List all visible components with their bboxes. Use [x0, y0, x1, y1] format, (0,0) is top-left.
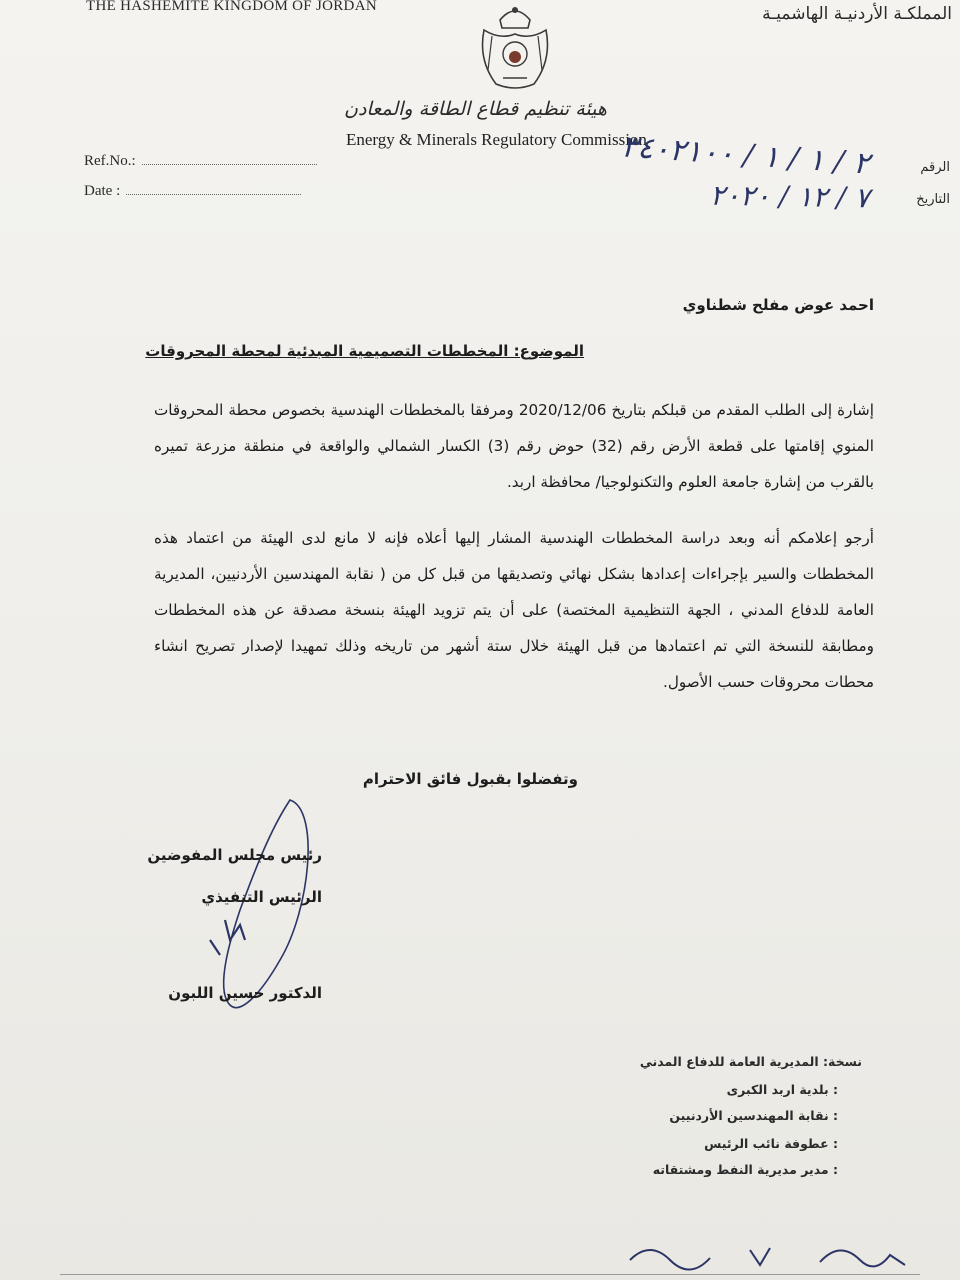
handwritten-note-icon: [620, 1220, 920, 1280]
date-label: Date :: [84, 183, 121, 199]
ref-label-ar: الرقم: [920, 160, 950, 175]
ref-dotted-line: [142, 152, 317, 165]
ref-label: Ref.No.:: [84, 153, 136, 169]
kingdom-title-en: THE HASHEMITE KINGDOM OF JORDAN: [86, 0, 377, 14]
signatory-name: الدكتور حسين اللبون: [168, 984, 322, 1002]
body-paragraph-1: إشارة إلى الطلب المقدم من قبلكم بتاريخ 2020/12/06 ومرفقا بالمخططات الهندسية بخصوص محطة المحروقات المنوي إقامتها على قطعة الأرض رقم (32) حوض رقم (3) الكسار الشمالي والواقعة في منطقة مزرعة تميره بالقرب من إشارة جامعة العلوم والتكنولوجيا/ محافظة اربد.: [154, 401, 874, 491]
handwritten-date: ٧ / ١٢ / ٢٠٢٠: [709, 178, 871, 215]
copy-recipient: : عطوفة نائب الرئيس: [704, 1136, 838, 1151]
recipient-name: احمد عوض مفلح شطناوي: [682, 296, 874, 314]
closing-line: وتفضلوا بقبول فائق الاحترام: [362, 770, 578, 788]
subject-line: الموضوع: المخططات التصميمية المبدئية لمحطة المحروقات: [145, 342, 584, 360]
date-label-ar: التاريخ: [916, 192, 950, 207]
copy-recipient: : بلدية اربد الكبرى: [726, 1082, 838, 1097]
date-row: [84, 182, 301, 200]
commission-name-en: Energy & Minerals Regulatory Commission: [346, 130, 647, 149]
bottom-divider: [60, 1274, 920, 1275]
copy-recipient: : نقابة المهندسين الأردنيين: [669, 1108, 838, 1123]
handwritten-ref-number: ٢ / ١ / ١ / ٣٤٠٢١٠٠: [620, 129, 871, 182]
date-dotted-line: [126, 182, 301, 195]
signatory-title-1: رئيس مجلس المفوضين: [147, 846, 322, 864]
commission-name-ar: هيئة تنظيم قطاع الطاقة والمعادن: [344, 98, 607, 120]
signatory-title-2: الرئيس التنفيذي: [201, 888, 322, 906]
ref-number-row: [84, 152, 317, 170]
body-paragraph-2: أرجو إعلامكم أنه وبعد دراسة المخططات الهندسية المشار إليها أعلاه فإنه لا مانع لدى الهيئة من اعتماد هذه المخططات والسير بإجراءات إعدادها بشكل نهائي وتصديقها من قبل كل من ( نقابة المهندسين الأردنيين، المديرية العامة للدفاع المدني ، الجهة التنظيمية المختصة) على أن يتم تزويد الهيئة بنسخة مصدقة عن هذه المخططات ومطابقة للنسخة التي تم اعتمادها من قبل الهيئة خلال ستة أشهر من تاريخه وذلك تمهيدا لإصدار تصريح انشاء محطات محروقات حسب الأصول.: [154, 529, 874, 691]
jordan-coat-of-arms-icon: [470, 0, 560, 96]
kingdom-title-ar: المملكـة الأردنيـة الهاشميـة: [762, 4, 952, 24]
copy-recipient: : مدير مديرية النفط ومشتقاته: [652, 1162, 838, 1177]
copies-label: نسخة: المديرية العامة للدفاع المدني: [639, 1054, 862, 1069]
